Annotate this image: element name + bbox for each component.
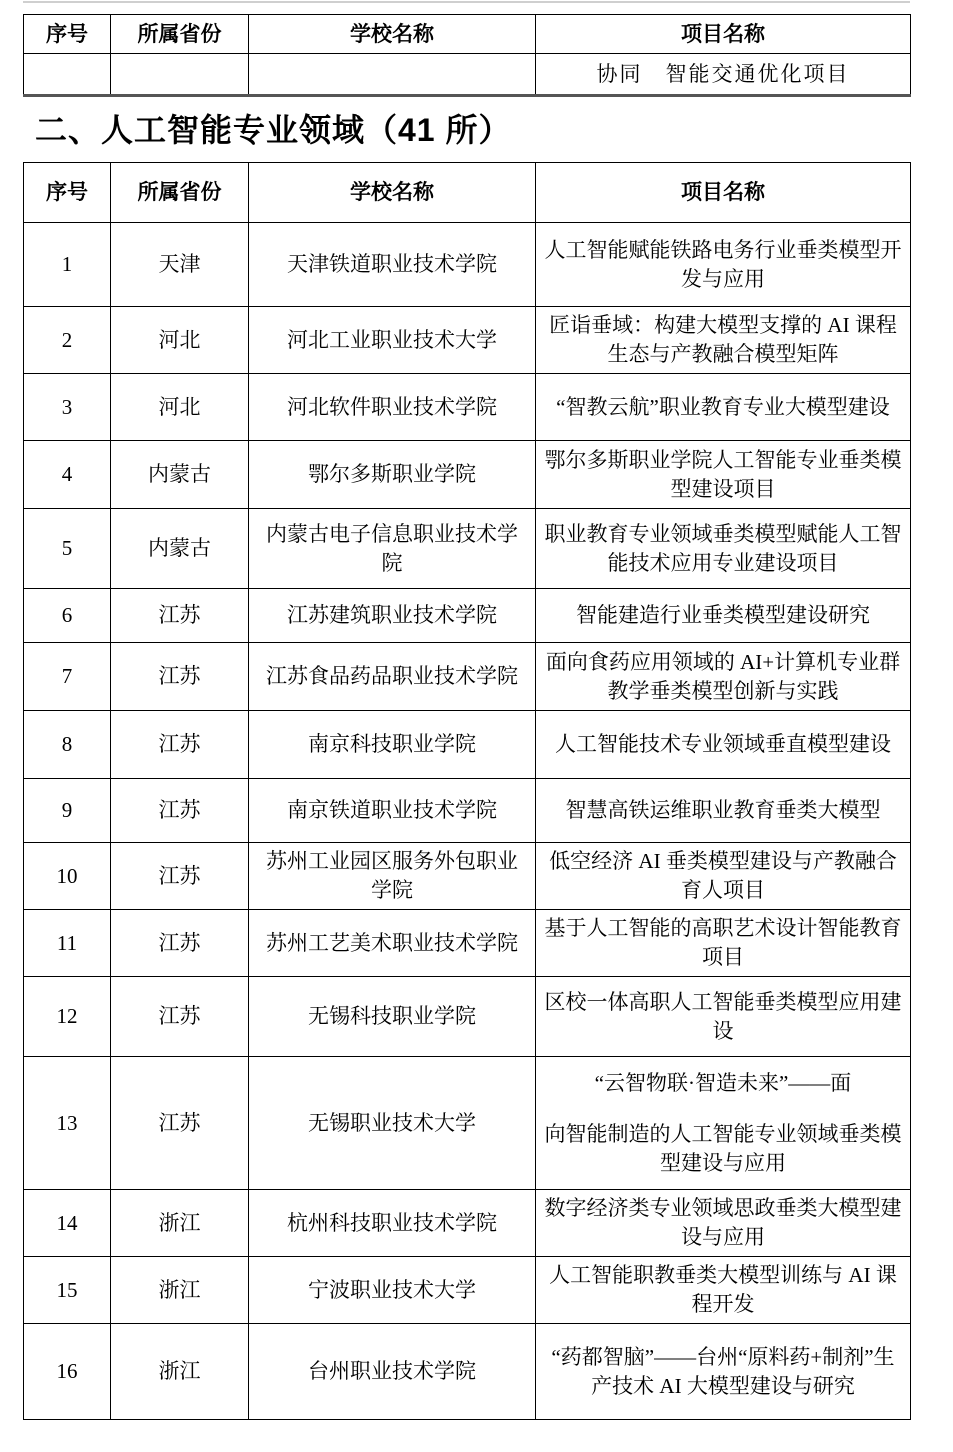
cell-no: 12 bbox=[24, 977, 111, 1057]
cell-project bbox=[536, 1057, 911, 1190]
continued-table bbox=[23, 14, 911, 97]
cell-no: 3 bbox=[24, 374, 111, 441]
table-row bbox=[24, 977, 911, 1057]
cell-no: 6 bbox=[24, 589, 111, 643]
cell-project bbox=[536, 223, 911, 307]
cell-project bbox=[536, 843, 911, 910]
section-heading: 二、人工智能专业领域（41 所） bbox=[35, 112, 512, 148]
table-row bbox=[24, 441, 911, 509]
table-row bbox=[24, 1257, 911, 1324]
cell-province: 江苏 bbox=[111, 910, 249, 977]
cell-province: 天津 bbox=[111, 223, 249, 307]
cell-school: 苏州工艺美术职业技术学院 bbox=[249, 910, 536, 977]
cell-province: 河北 bbox=[111, 374, 249, 441]
cell-school: 天津铁道职业技术学院 bbox=[249, 223, 536, 307]
column-header-project: 项目名称 bbox=[536, 15, 911, 54]
column-header-no: 序号 bbox=[24, 15, 111, 54]
cell-no bbox=[24, 54, 111, 96]
cell-province: 江苏 bbox=[111, 977, 249, 1057]
column-header-province: 所属省份 bbox=[111, 163, 249, 223]
cell-no: 13 bbox=[24, 1057, 111, 1190]
project-text: 人工智能赋能铁路电务行业垂类模型开发与应用 bbox=[544, 237, 902, 291]
table-row bbox=[24, 223, 911, 307]
cell-no: 10 bbox=[24, 843, 111, 910]
table-row bbox=[24, 643, 911, 711]
cell-no: 16 bbox=[24, 1324, 111, 1420]
cell-school: 江苏建筑职业技术学院 bbox=[249, 589, 536, 643]
table-row bbox=[24, 1190, 911, 1257]
project-text: 数字经济类专业领域思政垂类大模型建设与应用 bbox=[544, 1196, 902, 1249]
cell-province: 江苏 bbox=[111, 1057, 249, 1190]
cell-no: 14 bbox=[24, 1190, 111, 1257]
table-row bbox=[24, 589, 911, 643]
project-text: 面向食药应用领域的 AI+计算机专业群教学垂类模型创新与实践 bbox=[545, 649, 901, 703]
cell-project bbox=[536, 643, 911, 711]
table-row bbox=[24, 711, 911, 779]
cell-project bbox=[536, 589, 911, 643]
cell-project bbox=[536, 977, 911, 1057]
cell-school: 宁波职业技术大学 bbox=[249, 1257, 536, 1324]
main-table bbox=[23, 162, 911, 1420]
table-row bbox=[24, 374, 911, 441]
cell-project bbox=[536, 910, 911, 977]
project-text: 低空经济 AI 垂类模型建设与产教融合育人项目 bbox=[549, 849, 897, 902]
cell-school: 河北工业职业技术大学 bbox=[249, 307, 536, 374]
project-text: 职业教育专业领域垂类模型赋能人工智能技术应用专业建设项目 bbox=[544, 521, 902, 575]
project-text: “云智物联·智造未来”——面 bbox=[594, 1070, 852, 1095]
table-row bbox=[24, 1057, 911, 1190]
cell-school bbox=[249, 54, 536, 96]
column-header-school: 学校名称 bbox=[249, 163, 536, 223]
cell-province: 河北 bbox=[111, 307, 249, 374]
continued-table-header-row bbox=[24, 15, 911, 54]
cell-school: 南京铁道职业技术学院 bbox=[249, 779, 536, 843]
cell-project bbox=[536, 441, 911, 509]
cell-project bbox=[536, 1190, 911, 1257]
cell-school: 河北软件职业技术学院 bbox=[249, 374, 536, 441]
cell-school: 苏州工业园区服务外包职业学院 bbox=[249, 843, 536, 910]
cell-province: 内蒙古 bbox=[111, 509, 249, 589]
project-text: 人工智能技术专业领域垂直模型建设 bbox=[555, 732, 891, 756]
cell-province: 江苏 bbox=[111, 589, 249, 643]
main-table-body bbox=[24, 163, 911, 1420]
project-text: 鄂尔多斯职业学院人工智能专业垂类模型建设项目 bbox=[544, 447, 902, 501]
table-row bbox=[24, 1324, 911, 1420]
cell-no: 2 bbox=[24, 307, 111, 374]
cell-project bbox=[536, 1257, 911, 1324]
cell-project bbox=[536, 307, 911, 374]
cell-project bbox=[536, 509, 911, 589]
table-row bbox=[24, 307, 911, 374]
cell-no: 1 bbox=[24, 223, 111, 307]
page-cut-line bbox=[23, 1, 910, 3]
project-text: 基于人工智能的高职艺术设计智能教育项目 bbox=[544, 916, 902, 969]
continued-table-row bbox=[24, 54, 911, 96]
column-header-project: 项目名称 bbox=[536, 163, 911, 223]
cell-school: 内蒙古电子信息职业技术学院 bbox=[249, 509, 536, 589]
cell-project bbox=[536, 711, 911, 779]
cell-province: 江苏 bbox=[111, 711, 249, 779]
table-row bbox=[24, 843, 911, 910]
cell-province: 江苏 bbox=[111, 779, 249, 843]
project-text: 人工智能职教垂类大模型训练与 AI 课程开发 bbox=[549, 1263, 897, 1316]
project-text: 区校一体高职人工智能垂类模型应用建设 bbox=[544, 989, 902, 1043]
cell-school: 无锡科技职业学院 bbox=[249, 977, 536, 1057]
cell-school: 台州职业技术学院 bbox=[249, 1324, 536, 1420]
cell-no: 9 bbox=[24, 779, 111, 843]
cell-school: 杭州科技职业技术学院 bbox=[249, 1190, 536, 1257]
project-text: 智慧高铁运维职业教育垂类大模型 bbox=[565, 798, 881, 822]
cell-province: 浙江 bbox=[111, 1257, 249, 1324]
cell-no: 8 bbox=[24, 711, 111, 779]
cell-province: 江苏 bbox=[111, 643, 249, 711]
cell-no: 7 bbox=[24, 643, 111, 711]
project-text: “药都智脑”——台州“原料药+制剂”生产技术 AI 大模型建设与研究 bbox=[551, 1344, 895, 1398]
project-text: “智教云航”职业教育专业大模型建设 bbox=[556, 394, 890, 419]
project-text: 向智能制造的人工智能专业领域垂类模型建设与应用 bbox=[544, 1121, 902, 1175]
project-text: 匠诣垂域：构建大模型支撑的 AI 课程生态与产教融合模型矩阵 bbox=[549, 313, 897, 366]
table-row bbox=[24, 509, 911, 589]
cell-province: 浙江 bbox=[111, 1190, 249, 1257]
cell-school: 江苏食品药品职业技术学院 bbox=[249, 643, 536, 711]
table-row bbox=[24, 910, 911, 977]
column-header-no: 序号 bbox=[24, 163, 111, 223]
main-table-header-row bbox=[24, 163, 911, 223]
cell-school: 鄂尔多斯职业学院 bbox=[249, 441, 536, 509]
table-row bbox=[24, 779, 911, 843]
cell-province: 江苏 bbox=[111, 843, 249, 910]
cell-project bbox=[536, 1324, 911, 1420]
column-header-province: 所属省份 bbox=[111, 15, 249, 54]
cell-project bbox=[536, 374, 911, 441]
cell-no: 11 bbox=[24, 910, 111, 977]
cell-no: 4 bbox=[24, 441, 111, 509]
cell-province: 浙江 bbox=[111, 1324, 249, 1420]
project-text: 智能建造行业垂类模型建设研究 bbox=[576, 603, 870, 627]
cell-school: 南京科技职业学院 bbox=[249, 711, 536, 779]
cell-project: 协同 智能交通优化项目 bbox=[536, 54, 911, 96]
cell-school: 无锡职业技术大学 bbox=[249, 1057, 536, 1190]
cell-province bbox=[111, 54, 249, 96]
cell-project bbox=[536, 779, 911, 843]
cell-province: 内蒙古 bbox=[111, 441, 249, 509]
column-header-school: 学校名称 bbox=[249, 15, 536, 54]
cell-no: 15 bbox=[24, 1257, 111, 1324]
cell-no: 5 bbox=[24, 509, 111, 589]
